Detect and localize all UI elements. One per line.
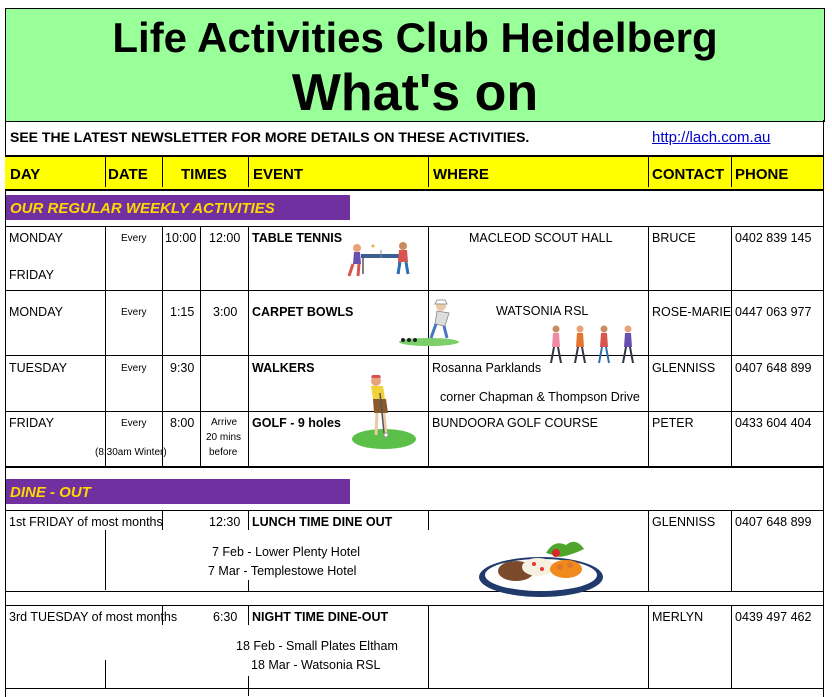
column-contact: CONTACT	[652, 166, 725, 183]
row-event: TABLE TENNIS	[252, 231, 343, 245]
row-date-note: (8:30am Winter)	[95, 447, 167, 458]
row-end-line-3: before	[209, 447, 238, 458]
row-where: Rosanna Parklands	[432, 361, 542, 375]
row-where: WATSONIA RSL	[496, 304, 589, 318]
golfer-illustration	[352, 375, 418, 451]
row-end-line-1: Arrive	[211, 417, 238, 428]
row-contact: PETER	[652, 416, 694, 430]
row-event: NIGHT TIME DINE-OUT	[252, 610, 389, 624]
row-contact: ROSE-MARIE	[652, 305, 732, 319]
row-where-2: corner Chapman & Thompson Drive	[440, 390, 640, 404]
section-title: OUR REGULAR WEEKLY ACTIVITIES	[10, 200, 275, 217]
row-venue-1: 18 Feb - Small Plates Eltham	[236, 639, 398, 653]
row-day: TUESDAY	[9, 361, 68, 375]
row-contact: GLENNISS	[652, 515, 716, 529]
row-end: 12:00	[209, 231, 241, 245]
bowls-illustration	[395, 298, 461, 348]
row-end: 3:00	[213, 305, 238, 319]
row-day: 1st FRIDAY of most months	[9, 515, 163, 529]
row-date: Every	[121, 233, 147, 244]
row-start: 10:00	[165, 231, 197, 245]
table-tennis-illustration	[345, 240, 415, 280]
row-start: 1:15	[170, 305, 195, 319]
row-date: Every	[121, 307, 147, 318]
row-time: 6:30	[213, 610, 238, 624]
row-contact: GLENNISS	[652, 361, 716, 375]
row-end-line-2: 20 mins	[206, 432, 242, 443]
page-title: What's on	[291, 64, 539, 122]
row-venue-2: 7 Mar - Templestowe Hotel	[208, 564, 357, 578]
row-day: FRIDAY	[9, 416, 54, 430]
column-header-bar	[5, 155, 823, 191]
row-phone: 0439 497 462	[735, 610, 812, 624]
section-regular-activities	[6, 195, 350, 220]
column-date: DATE	[108, 166, 148, 183]
row-phone: 0447 063 977	[735, 305, 812, 319]
row-contact: BRUCE	[652, 231, 696, 245]
row-event: GOLF - 9 holes	[252, 416, 341, 430]
row-venue-1: 7 Feb - Lower Plenty Hotel	[212, 545, 360, 559]
row-phone: 0407 648 899	[735, 515, 812, 529]
row-phone: 0402 839 145	[735, 231, 812, 245]
row-phone: 0407 648 899	[735, 361, 812, 375]
column-where: WHERE	[433, 166, 489, 183]
row-date: Every	[121, 363, 147, 374]
row-date: Every	[121, 418, 147, 429]
row-day: 3rd TUESDAY of most months	[9, 610, 178, 624]
row-day: MONDAY	[9, 231, 63, 245]
website-link[interactable]: http://lach.com.au	[652, 129, 771, 146]
row-where: MACLEOD SCOUT HALL	[469, 231, 613, 245]
row-phone: 0433 604 404	[735, 416, 812, 430]
column-phone: PHONE	[735, 166, 789, 183]
newsletter-notice: SEE THE LATEST NEWSLETTER FOR MORE DETAILS ON THESE ACTIVITIES.	[10, 129, 530, 145]
row-day-2: FRIDAY	[9, 268, 54, 282]
row-day: MONDAY	[9, 305, 63, 319]
row-where: BUNDOORA GOLF COURSE	[432, 416, 598, 430]
right-border	[823, 120, 824, 697]
row-contact: MERLYN	[652, 610, 704, 624]
row-event: WALKERS	[252, 361, 315, 375]
row-start: 8:00	[170, 416, 195, 430]
row-time: 12:30	[209, 515, 241, 529]
column-times: TIMES	[181, 166, 227, 183]
row-event: CARPET BOWLS	[252, 305, 354, 319]
section-title: DINE - OUT	[10, 484, 91, 501]
header-banner	[5, 8, 825, 122]
section-dine-out	[6, 479, 350, 504]
club-title: Life Activities Club Heidelberg	[112, 14, 718, 61]
row-start: 9:30	[170, 361, 195, 375]
row-venue-2: 18 Mar - Watsonia RSL	[251, 658, 381, 672]
food-plate-illustration	[476, 533, 606, 601]
walkers-illustration	[546, 323, 638, 371]
column-event: EVENT	[253, 166, 304, 183]
row-event: LUNCH TIME DINE OUT	[252, 515, 393, 529]
column-day: DAY	[10, 166, 41, 183]
